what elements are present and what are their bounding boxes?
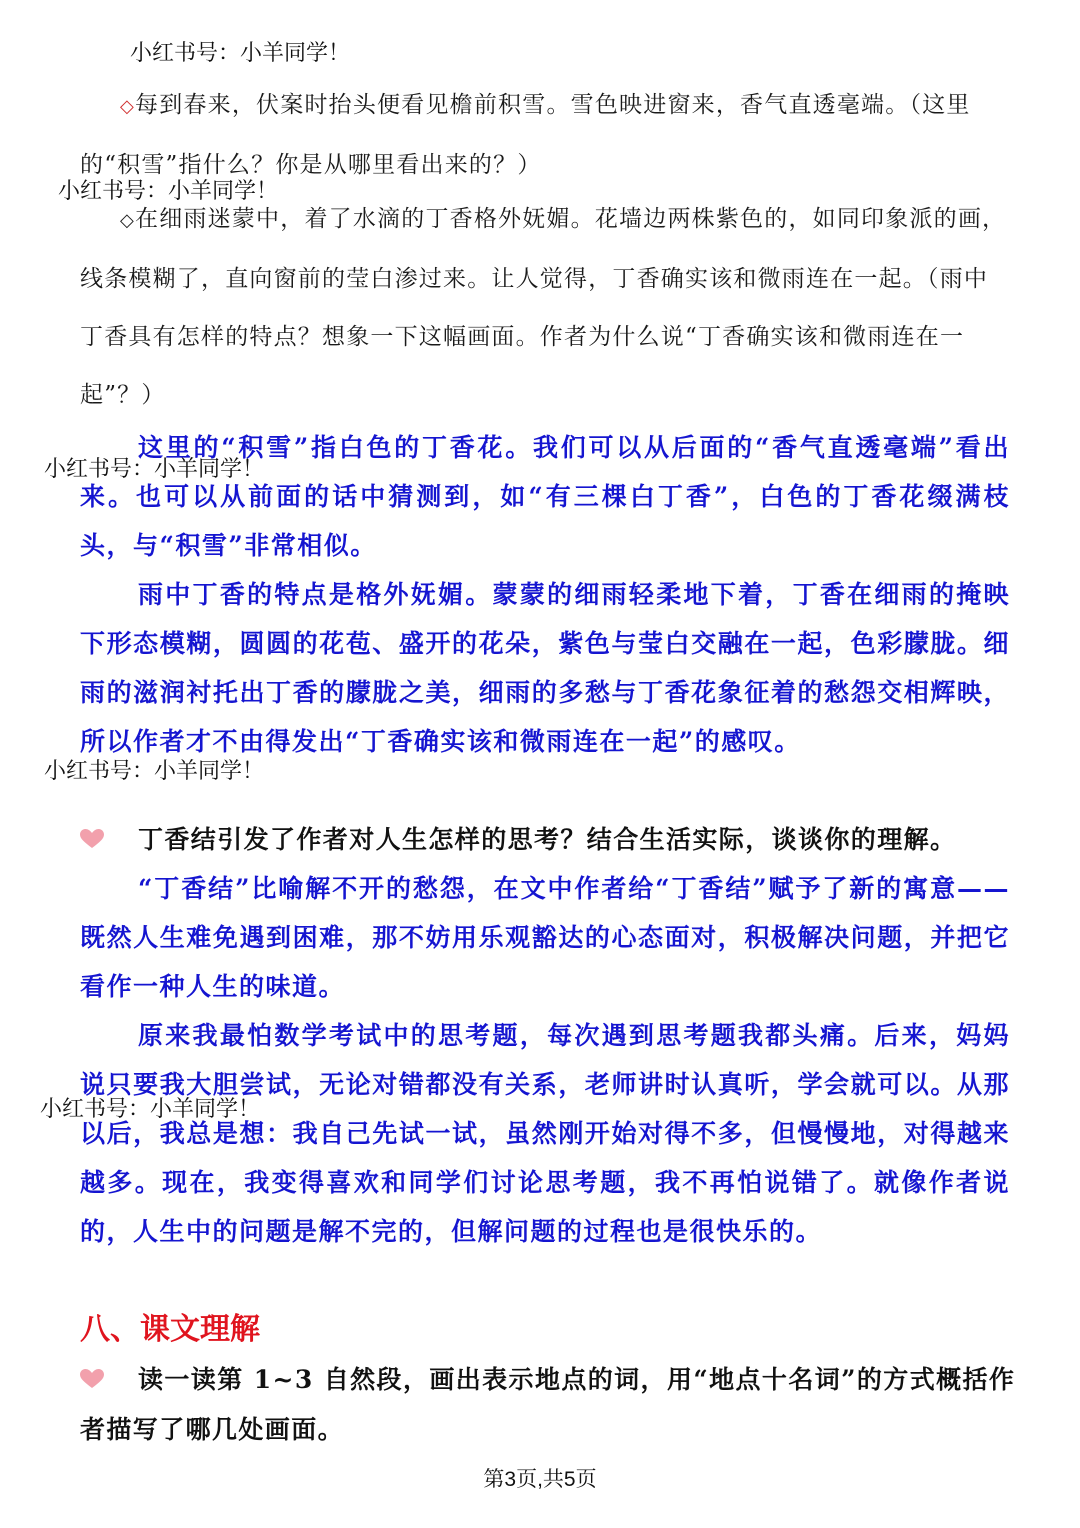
section-heading: 八、课文理解 — [80, 1313, 260, 1346]
passage-question-2-text: 在细雨迷蒙中，着了水滴的丁香格外妩媚。花墙边两株紫色的，如同印象派的画，线条模糊了，直向窗前的莹白渗过来。让人觉得，丁香确实该和微雨连在一起。（雨中丁香具有怎样的特点？想象一下这幅画面。作者为什么说“丁香确实该和微雨连在一起”？） — [80, 206, 1007, 408]
page-number: 第3页,共5页 — [483, 1468, 597, 1491]
passage-question-1 — [80, 76, 1010, 194]
diamond-icon: ◇ — [120, 96, 136, 117]
passage-question-2 — [80, 190, 1010, 424]
watermark: 小红书号：小羊同学！ — [130, 40, 351, 65]
question-3 — [80, 816, 1020, 864]
heart-icon — [80, 1369, 104, 1389]
passage-question-1-text: 每到春来，伏案时抬头便看见檐前积雪。雪色映进窗来，香气直透毫端。（这里的“积雪”指什么？你是从哪里看出来的？） — [80, 92, 971, 178]
answer-2: 雨中丁香的特点是格外妩媚。蒙蒙的细雨轻柔地下着，丁香在细雨的掩映下形态模糊，圆圆的花苞、盛开的花朵，紫色与莹白交融在一起，色彩朦胧。细雨的滋润衬托出丁香的朦胧之美，细雨的多愁与丁香花象征着的愁怨交相辉映，所以作者才不由得发出“丁香确实该和微雨连在一起”的感叹。 — [80, 580, 1010, 756]
watermark: 小红书号：小羊同学！ — [44, 758, 265, 783]
question-3-answer-1: “丁香结”比喻解不开的愁怨，在文中作者给“丁香结”赋予了新的寓意——既然人生难免遇到困难，那不妨用乐观豁达的心态面对，积极解决问题，并把它看作一种人生的味道。 — [80, 874, 1010, 1001]
watermark: 小红书号：小羊同学！ — [58, 178, 279, 203]
watermark: 小红书号：小羊同学！ — [44, 456, 265, 481]
question-3-text: 丁香结引发了作者对人生怎样的思考？结合生活实际，谈谈你的理解。 — [138, 825, 957, 854]
question-3-answer-2: 原来我最怕数学考试中的思考题，每次遇到思考题我都头痛。后来，妈妈说只要我大胆尝试，无论对错都没有关系，老师讲时认真听，学会就可以。从那以后，我总是想：我自己先试一试，虽然刚开始对得不多，但慢慢地，对得越来越多。现在，我变得喜欢和同学们讨论思考题，我不再怕说错了。就像作者说的，人生中的问题是解不完的，但解问题的过程也是很快乐的。 — [80, 1021, 1010, 1246]
section-8-question-text: 读一读第 1~3 自然段，画出表示地点的词，用“地点十名词”的方式概括作者描写了哪几处画面。 — [80, 1365, 1016, 1444]
section-8-question — [80, 1355, 1020, 1455]
diamond-icon: ◇ — [120, 210, 136, 231]
heart-icon — [80, 829, 104, 849]
answer-1: 这里的“积雪”指白色的丁香花。我们可以从后面的“香气直透毫端”看出来。也可以从前面的话中猜测到，如“有三棵白丁香”，白色的丁香花缀满枝头，与“积雪”非常相似。 — [80, 433, 1010, 560]
watermark: 小红书号：小羊同学！ — [40, 1096, 261, 1121]
